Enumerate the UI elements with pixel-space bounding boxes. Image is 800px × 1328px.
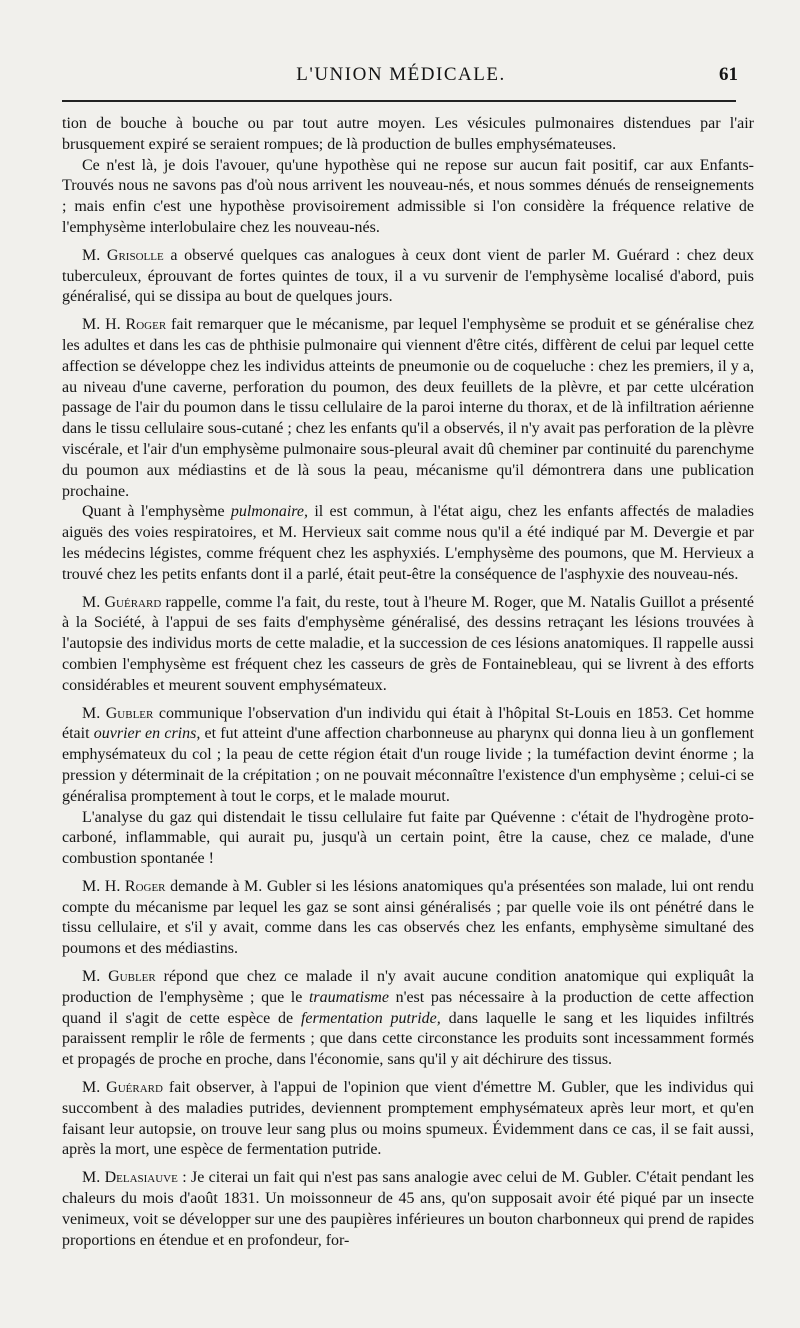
paragraph: M. Gubler communique l'observation d'un individu qui était à l'hôpital St-Louis en 1853. Cet homme était ouvrier en crins, et fut atteint d'une affection charbonneuse au pharynx qui donna lieu à un gonflement emphysémateux du col ; la peau de cette région était d'un rouge livide ; la tuméfaction devint énorme ; la pression y déterminait de la crépitation ; on ne pouvait méconnaître l'existence d'un emphysème ; celui-ci se généralisa promptement à tout le corps, et le malade mourut. [62,704,755,805]
running-header [62,62,740,96]
speaker-name: Guérard [106,1079,163,1097]
page-number: 61 [719,64,738,85]
paragraph: M. Gubler répond que chez ce malade il n'y avait aucune condition anatomique qui expliquât la production de l'emphysème ; que le traumatisme n'est pas nécessaire à la production de cette affection quand il s'agit de cette espèce de fermentation putride, dans laquelle le sang et les liquides infiltrés paraissent remplir le rôle de ferments ; que dans cette circonstance les produits sont incessamment formés et propagés de proche en proche, dans l'économie, sans qu'il y ait déchirure des tissus. [62,968,755,1069]
header-rule [62,100,736,102]
body-text [62,114,754,1251]
paragraph: Quant à l'emphysème pulmonaire, il est commun, à l'état aigu, chez les enfants affectés de maladies aiguës des voies respiratoires, et M. Hervieux sait comme nous qu'il a été indiqué par M. Devergie et par les médecins légistes, comme fréquent chez les asphyxiés. L'emphysème des poumons, que M. Hervieux a trouvé chez les petits enfants dont il a parlé, était peut-être la conséquence de l'asphyxie des nouveau-nés. [62,503,755,583]
paragraph: L'analyse du gaz qui distendait le tissu cellulaire fut faite par Quévenne : c'était de l'hydrogène proto-carboné, inflammable, qui aurait pu, jusqu'à un certain point, être la cause, chez ce malade, d'une combustion spontanée ! [62,808,754,868]
speaker-name: Roger [124,877,166,895]
paragraph: M. Delasiauve : Je citerai un fait qui n'est pas sans analogie avec celui de M. Gubler. C'était pendant les chaleurs du mois d'août 1831. Un moissonneur de 45 ans, qu'on supposait avoir été piqué par un insecte venimeux, voit se développer sur une des paupières inférieures un bouton charbonneux qui prend de rapides proportions en étendue et en profondeur, for- [62,1169,755,1249]
paragraph: M. H. Roger demande à M. Gubler si les lésions anatomiques qu'a présentées son malade, lui ont rendu compte du mécanisme par lequel les gaz se sont ainsi généralisés ; par quelle voie ils ont pénétré dans le tissu cellulaire, et s'il y avait, comme dans les cas observés chez les enfants, emphysème simultané des poumons et des médiastins. [62,877,754,958]
paragraph: Ce n'est là, je dois l'avouer, qu'une hypothèse qui ne repose sur aucun fait positif, car aux Enfants-Trouvés nous ne savons pas d'où nous arrivent les nouveau-nés, et nous sommes dénués de renseignements ; mais enfin c'est une hypothèse provisoirement admissible si l'on considère la fréquence relative de l'emphysème interlobulaire chez les nouveau-nés. [62,156,754,236]
paragraph: M. Grisolle a observé quelques cas analogues à ceux dont vient de parler M. Guérard : chez deux tuberculeux, éprouvant de fortes quintes de toux, il a vu survenir de l'emphysème localisé d'abord, puis généralisé, qui se dissipa au bout de quelques jours. [62,246,754,306]
speaker-name: Guérard [104,593,162,611]
speaker-name: Gubler [108,968,156,986]
paragraph: M. Guérard rappelle, comme l'a fait, du reste, tout à l'heure M. Roger, que M. Natalis Guillot a présenté à la Société, à l'appui de ses faits d'emphysème généralisé, des dessins retraçant les lésions trouvées à l'autopsie des individus morts de cette maladie, et la succession de ces lésions anatomiques. Il rappelle aussi combien l'emphysème est fréquent chez les casseurs de grès de Fontainebleau, qui se livrent à des efforts considérables et meurent souvent emphysémateux. [62,593,755,694]
speaker-name: Gubler [105,704,154,722]
paragraph: M. Guérard fait observer, à l'appui de l'opinion que vient d'émettre M. Gubler, que les individus qui succombent à des maladies putrides, deviennent promptement emphysémateux après leur mort, et qu'en faisant leur autopsie, on trouve leur sang plus ou moins spumeux. Évidemment dans ce cas, il se fait aussi, après la mort, une espèce de fermentation putride. [62,1079,754,1159]
paragraph: tion de bouche à bouche ou par tout autre moyen. Les vésicules pulmonaires distendues par l'air brusquement expiré se seraient rompues; de là production de bulles emphysémateuses. [62,115,754,153]
speaker-name: Delasiauve [104,1169,178,1187]
speaker-name: Grisolle [106,246,164,264]
speaker-name: Roger [125,316,167,334]
journal-title: L'UNION MÉDICALE. [296,64,506,85]
paragraph: M. H. Roger fait remarquer que le mécanisme, par lequel l'emphysème se produit et se généralise chez les adultes et dans les cas de phthisie pulmonaire qui viennent d'être cités, diffèrent de celui par lequel cette affection se développe chez les individus atteints de pneumonie ou de coqueluche : chez les premiers, il y a, au niveau d'une caverne, perforation du poumon, des deux feuillets de la plèvre, et par cette ulcération passage de l'air du poumon dans le tissu cellulaire de la paroi interne du thorax, et de là infiltration aérienne dans le tissu cellulaire sous-cutané ; chez les enfants qu'il a observés, il n'y avait pas perforation de la plèvre viscérale, et l'air d'un emphysème pulmonaire sous-pleural avait dû cheminer par continuité du parenchyme du poumon aux médiastins et de là sous la peau, mécanisme qu'il démontrera dans une publication prochaine. [62,316,754,500]
